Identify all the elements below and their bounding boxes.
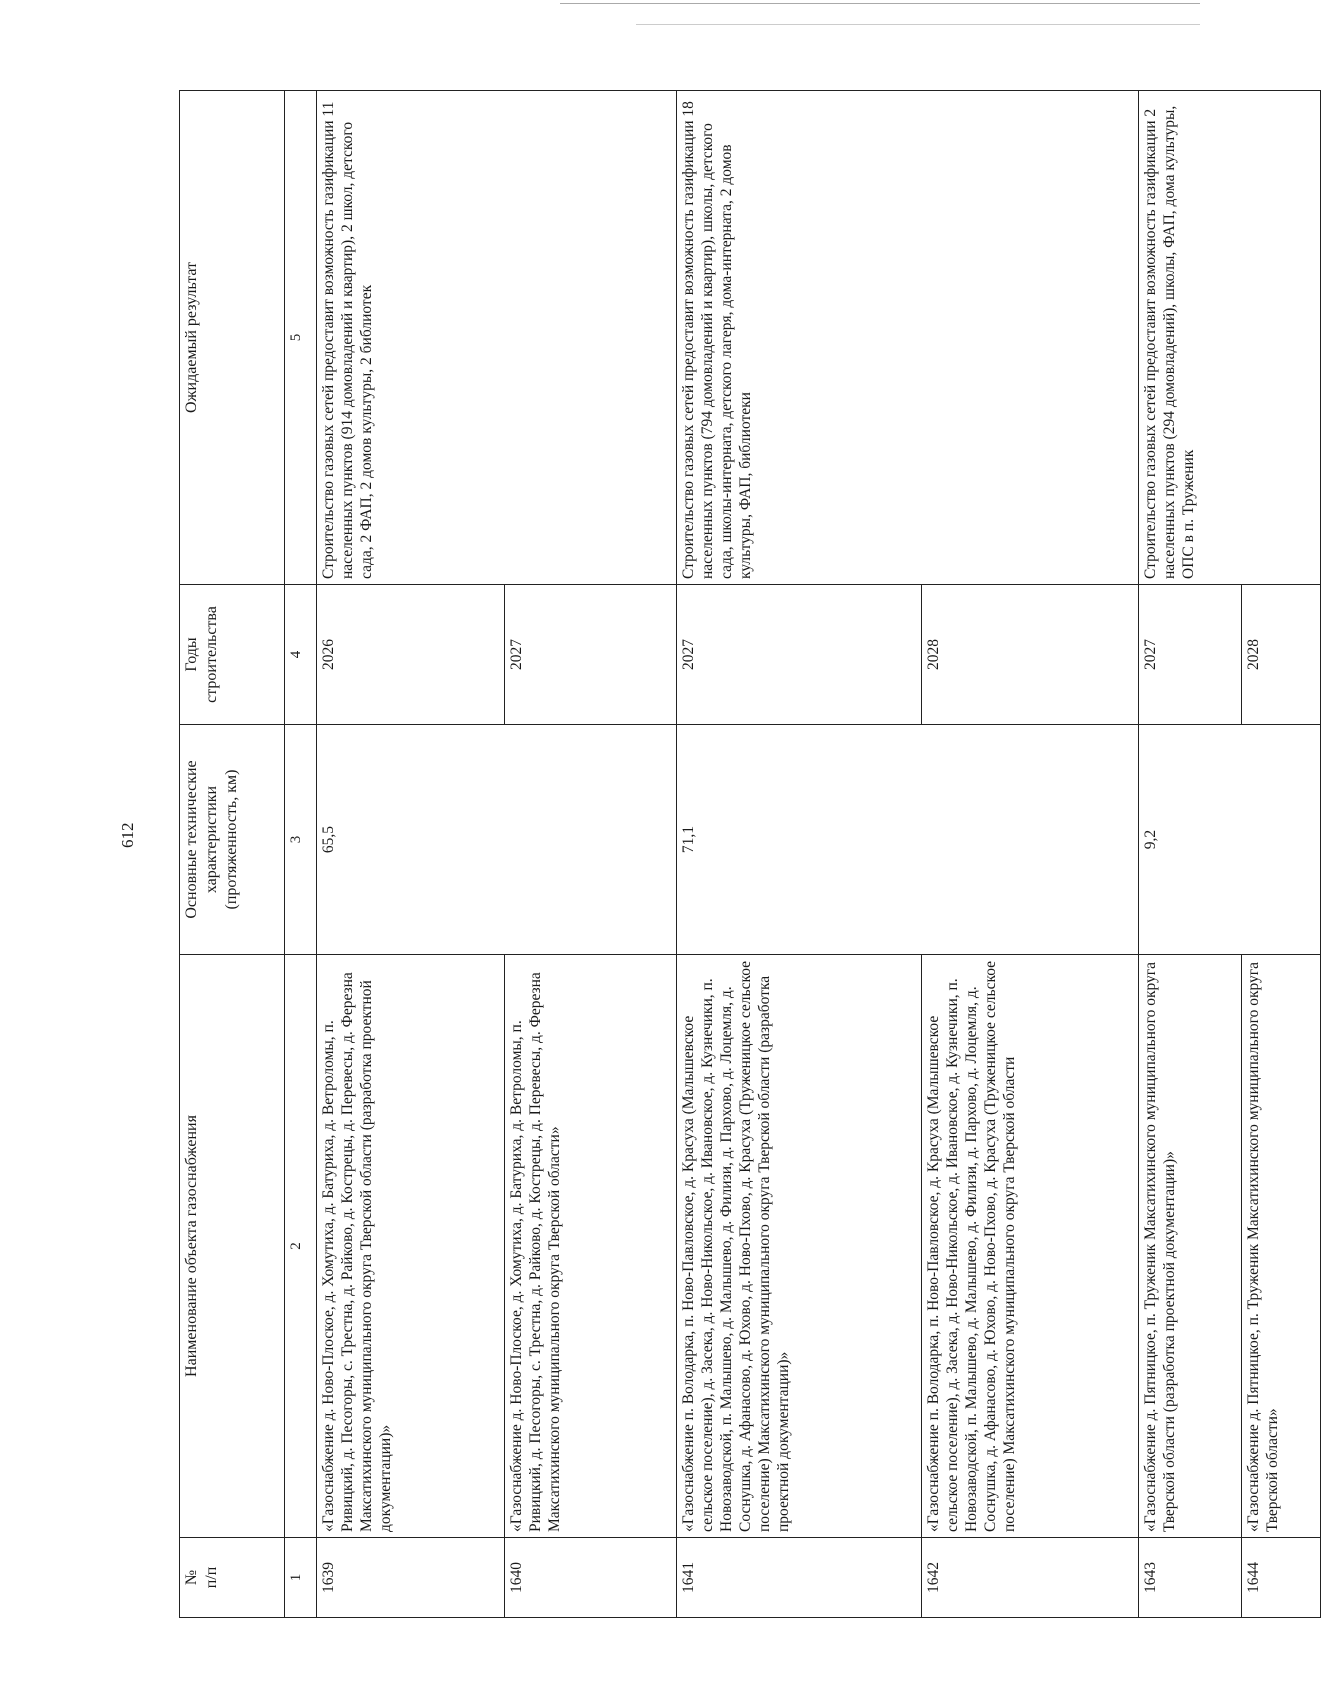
header-result: Ожидаемый результат — [180, 91, 285, 585]
object-name: «Газоснабжение д. Пятницкое, п. Труженик Максатихинского муниципального округа Тверской области» — [1241, 955, 1320, 1538]
column-number: 5 — [285, 91, 317, 585]
construction-years: 2027 — [1139, 585, 1242, 725]
scan-edge-line — [560, 3, 1200, 4]
page-number: 612 — [118, 822, 137, 848]
construction-years: 2027 — [676, 585, 921, 725]
object-name: «Газоснабжение д. Пятницкое, п. Труженик Максатихинского муниципального округа Тверской области (разработка проектной документации)» — [1139, 955, 1242, 1538]
column-number: 3 — [285, 725, 317, 955]
row-number: 1641 — [676, 1538, 921, 1618]
object-name: «Газоснабжение д. Ново-Плоское, д. Хомутиха, д. Батуриха, д. Ветроломы, п. Ривицкий, д. Песогоры, с. Трестна, д. Райково, д. Кострецы, д. Перевесы, д. Ферезна Максатихинского муниципального округа Тверской области (разработка проектной документации)» — [317, 955, 505, 1538]
row-number: 1639 — [317, 1538, 505, 1618]
expected-result: Строительство газовых сетей предоставит возможность газификации 2 населенных пунктов (294 домовладений), школы, ФАП, дома культуры, ОПС в п. Труженик — [1139, 91, 1321, 585]
construction-years: 2028 — [1241, 585, 1320, 725]
object-name: «Газоснабжение п. Володарка, п. Ново-Павловское, д. Красуха (Малышевское сельское поселение), д. Засека, д. Ново-Никольское, д. Ивановское, д. Кузнечики, п. Новозаводской, п. Малышево, д. Малышево, д. Филизи, д. Пархово, д. Лоцемля, д. Соснушка, д. Афанасово, д. Юхово, д. Ново-Пхово, д. Красуха (Труженицкое сельское поселение) Максатихинского муниципального округа Тверской области (разработка проектной документации)» — [676, 955, 921, 1538]
column-number: 4 — [285, 585, 317, 725]
table-row — [676, 91, 921, 1618]
gas-supply-table — [179, 90, 1321, 1618]
column-number: 2 — [285, 955, 317, 1538]
row-number: 1642 — [921, 1538, 1138, 1618]
rotated-document-table — [179, 91, 1321, 1618]
column-number: 1 — [285, 1538, 317, 1618]
row-number: 1640 — [505, 1538, 676, 1618]
table-row — [1139, 91, 1242, 1618]
object-name: «Газоснабжение п. Володарка, п. Ново-Павловское, д. Красуха (Малышевское сельское поселение), д. Засека, д. Ново-Никольское, д. Ивановское, д. Кузнечики, п. Новозаводской, п. Малышево, д. Малышево, д. Филизи, д. Пархово, д. Лоцемля, д. Соснушка, д. Афанасово, д. Юхово, д. Ново-Пхово, д. Красуха (Труженицкое сельское поселение) Максатихинского муниципального округа Тверской области — [921, 955, 1138, 1538]
expected-result: Строительство газовых сетей предоставит возможность газификации 18 населенных пунктов (794 домовладений и квартир), школы, детского сада, школы-интерната, детского лагеря, дома-интерната, 2 домов культуры, ФАП, библиотеки — [676, 91, 1138, 585]
construction-years: 2028 — [921, 585, 1138, 725]
length-km: 71,1 — [676, 725, 1138, 955]
object-name: «Газоснабжение д. Ново-Плоское, д. Хомутиха, д. Батуриха, д. Ветроломы, п. Ривицкий, д. Песогоры, с. Трестна, д. Райково, д. Кострецы, д. Перевесы, д. Ферезна Максатихинского муниципального округа Тверской области» — [505, 955, 676, 1538]
header-specs: Основные технические характеристики (протяженность, км) — [180, 725, 285, 955]
header-row — [180, 91, 285, 1618]
row-number: 1644 — [1241, 1538, 1320, 1618]
table-row — [317, 91, 505, 1618]
length-km: 65,5 — [317, 725, 677, 955]
row-number: 1643 — [1139, 1538, 1242, 1618]
construction-years: 2026 — [317, 585, 505, 725]
construction-years: 2027 — [505, 585, 676, 725]
expected-result: Строительство газовых сетей предоставит возможность газификации 11 населенных пунктов (914 домовладений и квартир), 2 школ, детского сада, 2 ФАП, 2 домов культуры, 2 библиотек — [317, 91, 677, 585]
column-number-row — [285, 91, 317, 1618]
header-num: № п/п — [180, 1538, 285, 1618]
header-name: Наименование объекта газоснабжения — [180, 955, 285, 1538]
header-years: Годы строительства — [180, 585, 285, 725]
scan-edge-line — [636, 24, 1200, 25]
length-km: 9,2 — [1139, 725, 1321, 955]
